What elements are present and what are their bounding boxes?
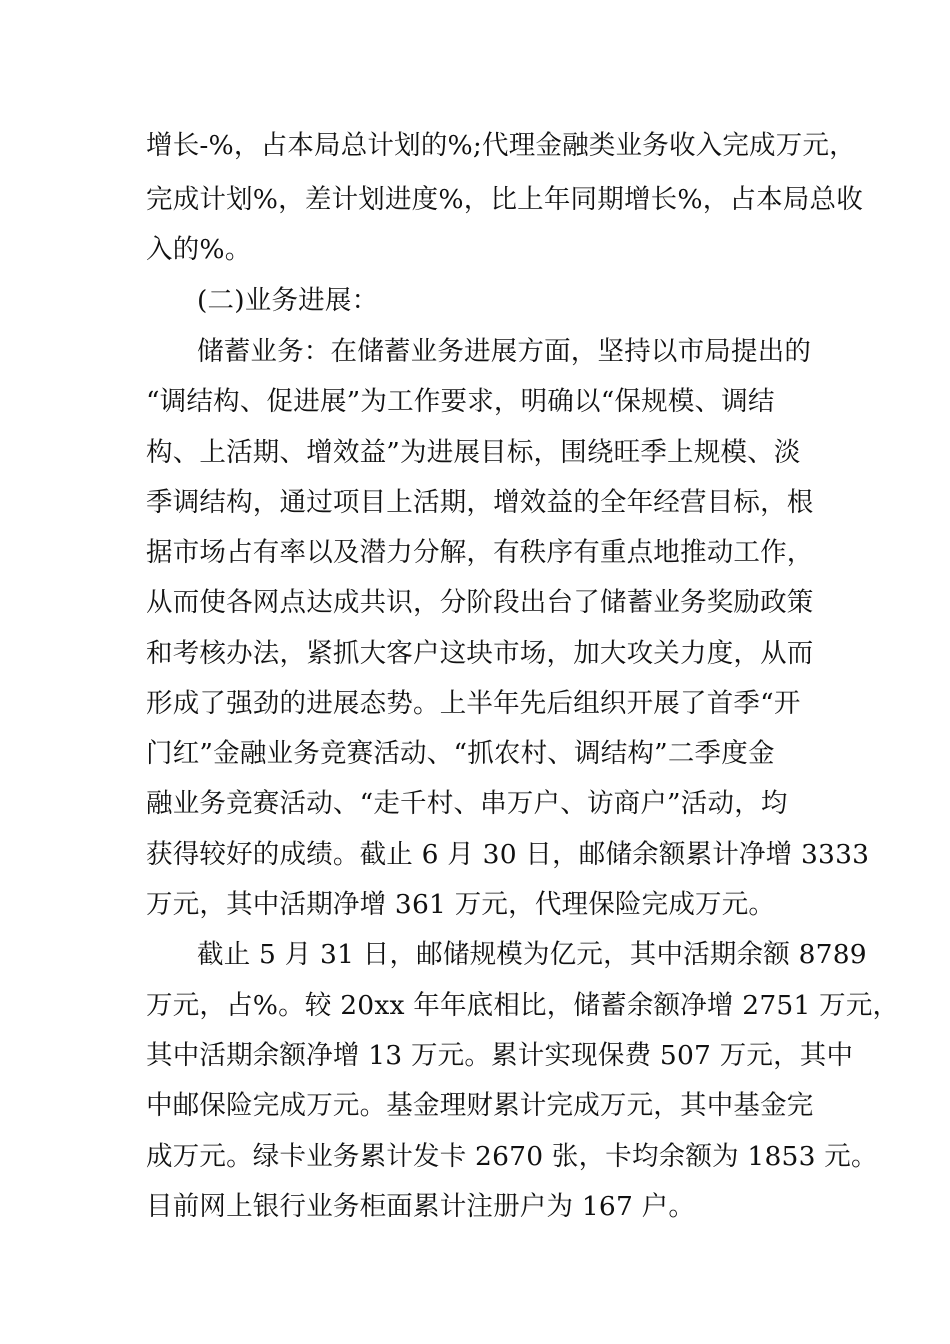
text-line: 完成计划%，差计划进度%，比上年同期增长%，占本局总收 — [146, 184, 863, 215]
text-line: 其中活期余额净增 13 万元。累计实现保费 507 万元，其中 — [146, 1040, 854, 1071]
text-line: 门红”金融业务竞赛活动、“抓农村、调结构”二季度金 — [146, 738, 775, 769]
text-line: 从而使各网点达成共识，分阶段出台了储蓄业务奖励政策 — [146, 587, 814, 618]
text-line: 万元，占%。较 20xx 年年底相比，储蓄余额净增 2751 万元， — [146, 990, 900, 1021]
text-line: 增长-%，占本局总计划的%;代理金融类业务收入完成万元， — [146, 130, 856, 161]
text-line: 万元，其中活期净增 361 万元，代理保险完成万元。 — [146, 889, 776, 920]
text-line: 构、上活期、增效益”为进展目标，围绕旺季上规模、淡 — [146, 437, 801, 468]
section-heading: (二)业务进展： — [197, 285, 379, 316]
text-line: 储蓄业务：在储蓄业务进展方面，坚持以市局提出的 — [197, 336, 812, 367]
text-line: 据市场占有率以及潜力分解，有秩序有重点地推动工作， — [146, 537, 814, 568]
text-line: 入的%。 — [146, 234, 252, 265]
text-line: 融业务竞赛活动、“走千村、串万户、访商户”活动，均 — [146, 788, 788, 819]
text-line: 中邮保险完成万元。基金理财累计完成万元，其中基金完 — [146, 1090, 814, 1121]
text-line: “调结构、促进展”为工作要求，明确以“保规模、调结 — [146, 386, 775, 417]
text-line: 和考核办法，紧抓大客户这块市场，加大攻关力度，从而 — [146, 638, 814, 669]
text-line: 获得较好的成绩。截止 6 月 30 日，邮储余额累计净增 3333 — [146, 839, 870, 870]
text-line: 成万元。绿卡业务累计发卡 2670 张，卡均余额为 1853 元。 — [146, 1141, 878, 1172]
text-line: 季调结构，通过项目上活期，增效益的全年经营目标，根 — [146, 487, 814, 518]
text-line: 截止 5 月 31 日，邮储规模为亿元，其中活期余额 8789 — [197, 939, 867, 970]
text-line: 目前网上银行业务柜面累计注册户为 167 户。 — [146, 1191, 696, 1222]
text-line: 形成了强劲的进展态势。上半年先后组织开展了首季“开 — [146, 688, 801, 719]
